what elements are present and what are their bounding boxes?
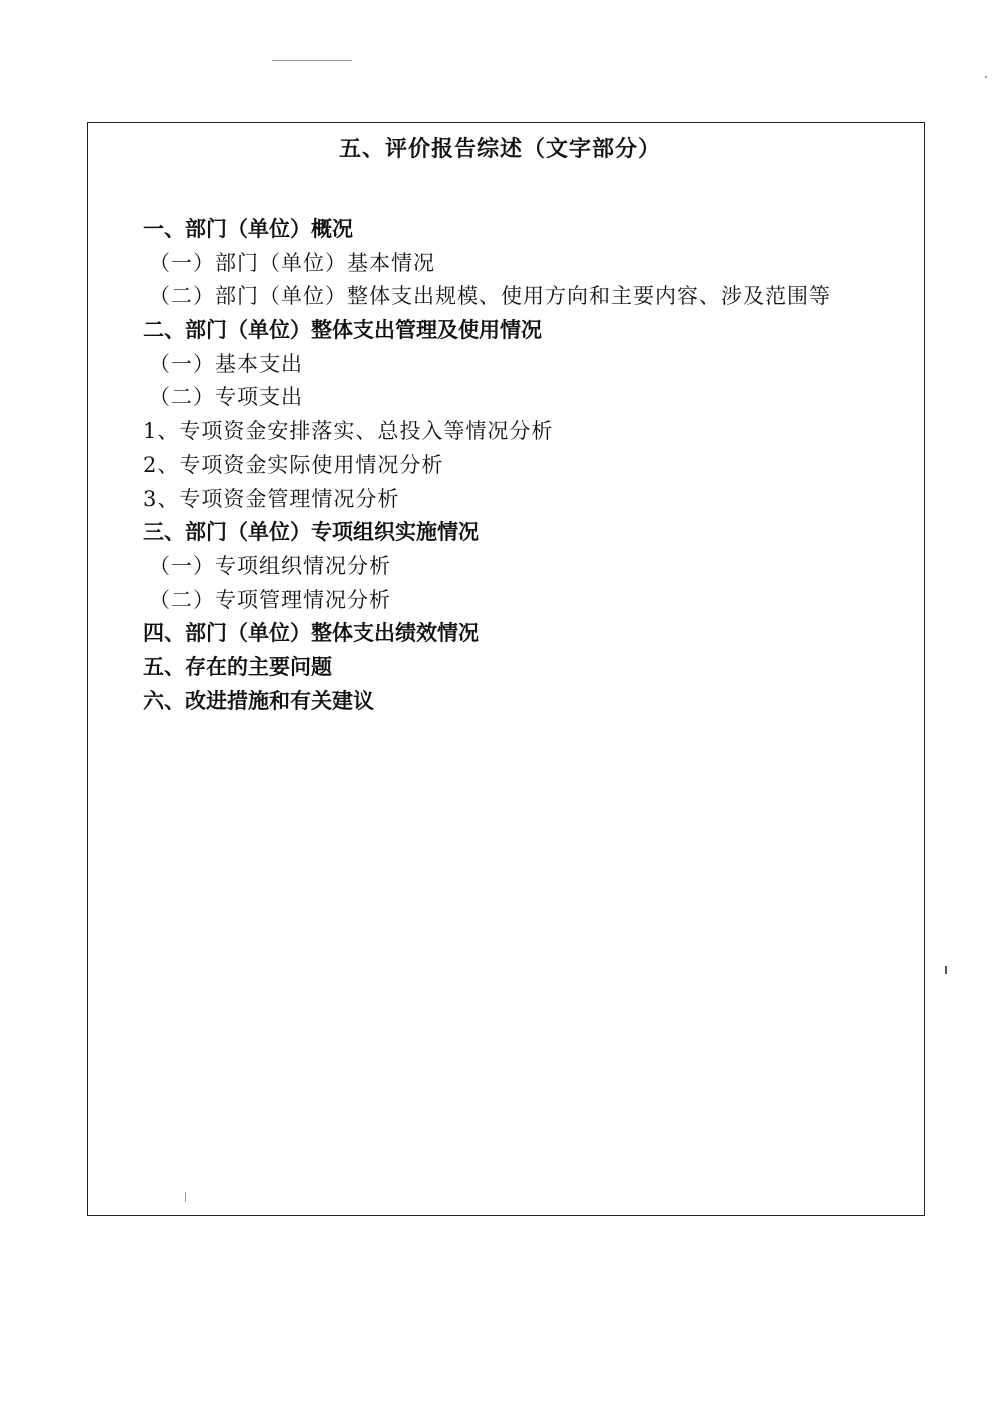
outline-item: （一）专项组织情况分析 [149, 553, 391, 578]
report-outline [143, 213, 831, 718]
scan-speck [185, 1192, 186, 1202]
outline-item: 1、专项资金安排落实、总投入等情况分析 [143, 419, 554, 444]
outline-item: （一）部门（单位）基本情况 [149, 250, 435, 275]
outline-item: 2、专项资金实际使用情况分析 [143, 452, 444, 477]
outline-item: （二）专项支出 [149, 385, 303, 410]
outline-item: 四、部门（单位）整体支出绩效情况 [143, 621, 479, 646]
scan-speck [945, 966, 947, 974]
section-title: 五、评价报告综述（文字部分） [338, 137, 661, 162]
outline-item: 五、存在的主要问题 [143, 654, 332, 679]
scan-speck [985, 76, 987, 78]
outline-item: 三、部门（单位）专项组织实施情况 [143, 520, 479, 545]
outline-item: 六、改进措施和有关建议 [143, 688, 374, 713]
outline-item: （一）基本支出 [149, 351, 303, 376]
scan-speck [272, 60, 352, 61]
outline-item: （二）专项管理情况分析 [149, 587, 391, 612]
outline-item: 二、部门（单位）整体支出管理及使用情况 [143, 318, 542, 343]
outline-item: （二）部门（单位）整体支出规模、使用方向和主要内容、涉及范围等 [149, 284, 831, 309]
outline-item: 一、部门（单位）概况 [143, 217, 353, 241]
outline-item: 3、专项资金管理情况分析 [143, 486, 400, 511]
